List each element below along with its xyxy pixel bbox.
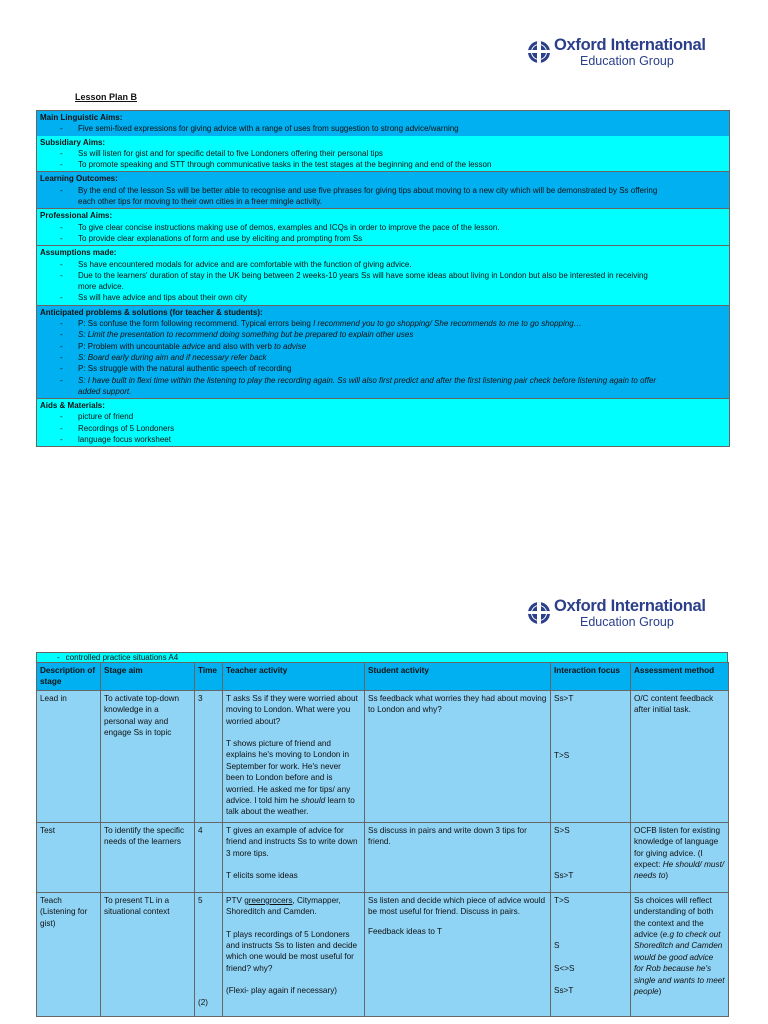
cell-interaction: T>S S S<>S Ss>T: [551, 892, 631, 1016]
oxford-logo: [528, 37, 706, 67]
list-item: - picture of friend: [78, 412, 134, 422]
cell-assessment: OCFB listen for existing knowledge of language for giving advice. (I expect: He should/ must/ needs to): [631, 822, 729, 892]
list-item: - To provide clear explanations of form and use by eliciting and prompting from Ss: [78, 233, 363, 243]
list-item: - S: Limit the presentation to recommend doing something but be prepared to explain other uses: [78, 330, 414, 340]
header-assessment: Assessment method: [631, 663, 729, 691]
list-item: - Five semi-fixed expressions for giving advice with a range of uses from suggestion to strong advice/warning: [78, 124, 459, 134]
list-item-continued: added support.: [78, 386, 132, 396]
list-item: - language focus worksheet: [78, 435, 171, 445]
globe-icon: [528, 41, 550, 63]
cell-assessment: O/C content feedback after initial task.: [631, 690, 729, 822]
section-heading: Learning Outcomes:: [40, 174, 118, 184]
section-heading: Professional Aims:: [40, 211, 113, 221]
cell-time: 4: [195, 822, 223, 892]
assumptions-made: [37, 246, 729, 305]
header-aim: Stage aim: [101, 663, 195, 691]
professional-aims: [37, 209, 729, 246]
cell-interaction: Ss>T T>S: [551, 690, 631, 822]
section-heading: Subsidiary Aims:: [40, 137, 106, 147]
header-description: Description of stage: [37, 663, 101, 691]
header-interaction: Interaction focus: [551, 663, 631, 691]
cell-student: Ss feedback what worries they had about moving to London and why?: [365, 690, 551, 822]
materials-continued: - controlled practice situations A4: [36, 652, 728, 663]
list-item: - Ss have encountered modals for advice and are comfortable with the function of giving advice.: [78, 259, 412, 269]
cell-aim: To identify the specific needs of the learners: [101, 822, 195, 892]
list-item: - Due to the learners' duration of stay in the UK being between 2 weeks-10 years Ss will have some ideas about living in London but also be interested in receiving: [78, 270, 648, 280]
list-item: - To promote speaking and STT through communicative tasks in the test stages at the beginning and end of the lesson: [78, 160, 492, 170]
cell-interaction: S>S Ss>T: [551, 822, 631, 892]
logo-line1: Oxford International: [554, 36, 706, 54]
list-item: - S: I have built in flexi time within the listening to play the recording again. Ss will also first predict and after the first listening pair check before listening again to offer: [78, 375, 657, 385]
list-item: - P: Ss confuse the form following recommend. Typical errors being I recommend you to go shopping/ She recommends to me to go shopping…: [78, 319, 582, 329]
cell-description: Teach (Listening for gist): [37, 892, 101, 1016]
section-heading: Anticipated problems & solutions (for teacher & students):: [40, 307, 263, 317]
cell-student: Ss discuss in pairs and write down 3 tips for friend.: [365, 822, 551, 892]
table-row: [37, 822, 729, 892]
list-item: - Ss will have advice and tips about their own city: [78, 293, 247, 303]
logo-line2: Education Group: [580, 614, 674, 629]
globe-icon: [528, 602, 550, 624]
logo-line2: Education Group: [580, 53, 674, 68]
cell-student: Ss listen and decide which piece of advice would be most useful for friend. Discuss in pairs. Feedback ideas to T: [365, 892, 551, 1016]
list-item: - Ss will listen for gist and for specific detail to five Londoners offering their personal tips: [78, 148, 383, 158]
list-item: - By the end of the lesson Ss will be better able to recognise and use five phrases for giving tips about moving to a new city which will be demonstrated by Ss offering: [78, 185, 658, 195]
list-item: - To give clear concise instructions making use of demos, examples and ICQs in order to improve the pace of the lesson.: [78, 222, 500, 232]
aims-box: [36, 110, 730, 447]
cell-time: 5 (2): [195, 892, 223, 1016]
cell-aim: To activate top-down knowledge in a personal way and engage Ss in topic: [101, 690, 195, 822]
cell-description: Test: [37, 822, 101, 892]
list-item: - Recordings of 5 Londoners: [78, 423, 175, 433]
list-item: - S: Board early during aim and if necessary refer back: [78, 352, 267, 362]
list-item: controlled practice situations A4: [65, 653, 179, 662]
cell-teacher: PTV greengrocers, Citymapper, Shoreditch and Camden. T plays recordings of 5 Londoners and instructs Ss to listen and decide which one would be most useful for friend? why? (Flexi- play again if necessary): [223, 892, 365, 1016]
list-item: - P: Problem with uncountable advice and also with verb to advise: [78, 341, 307, 351]
anticipated-problems: [37, 306, 729, 399]
cell-teacher: T asks Ss if they were worried about moving to London. What were you worried about? T shows picture of friend and explains he's moving to London in September for work. He's never been to London before and is worried. He asked me for tips/ any advice. I told him he should learn to talk about the weather.: [223, 690, 365, 822]
table-row: [37, 690, 729, 822]
cell-aim: To present TL in a situational context: [101, 892, 195, 1016]
cell-description: Lead in: [37, 690, 101, 822]
stages-table: [36, 662, 729, 1017]
list-item-continued: each other tips for moving to their own cities in a freer mingle activity.: [78, 197, 322, 207]
list-item-continued: more advice.: [78, 282, 124, 292]
aids-materials: [37, 399, 729, 446]
subsidiary-aims: [37, 136, 729, 173]
section-heading: Aids & Materials:: [40, 401, 105, 411]
oxford-logo-page2: [528, 598, 706, 628]
table-row: [37, 892, 729, 1016]
lesson-plan-title: Lesson Plan B: [75, 92, 138, 102]
header-teacher: Teacher activity: [223, 663, 365, 691]
cell-teacher: T gives an example of advice for friend and instructs Ss to write down 3 more tips. T elicits some ideas: [223, 822, 365, 892]
section-heading: Assumptions made:: [40, 248, 117, 258]
main-linguistic-aims: [37, 111, 729, 137]
logo-line1: Oxford International: [554, 597, 706, 615]
section-heading: Main Linguistic Aims:: [40, 113, 123, 122]
list-item: - P: Ss struggle with the natural authentic speech of recording: [78, 364, 292, 374]
table-header-row: [37, 663, 729, 691]
learning-outcomes: [37, 172, 729, 209]
cell-time: 3: [195, 690, 223, 822]
cell-assessment: Ss choices will reflect understanding of both the context and the advice (e.g to check out Shoreditch and Camden would be good advice for Rob because he's single and wants to meet people): [631, 892, 729, 1016]
header-time: Time: [195, 663, 223, 691]
header-student: Student activity: [365, 663, 551, 691]
